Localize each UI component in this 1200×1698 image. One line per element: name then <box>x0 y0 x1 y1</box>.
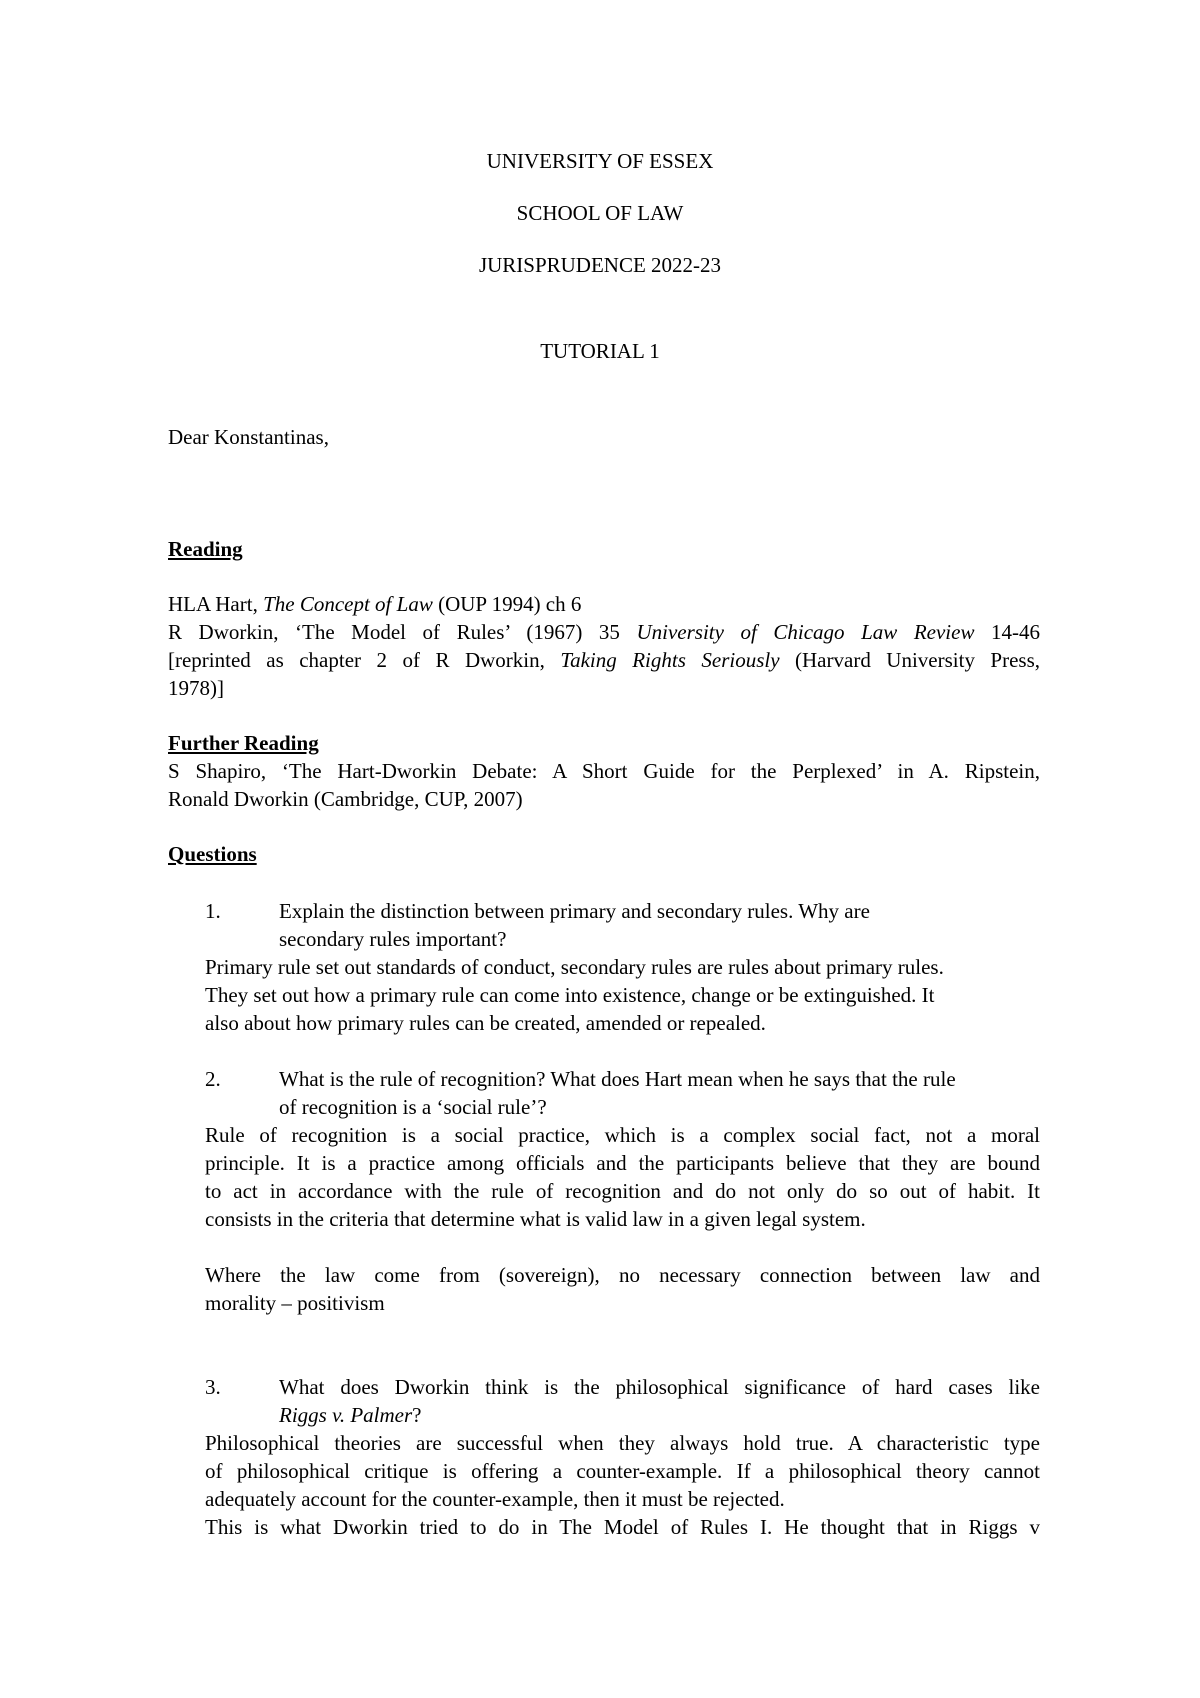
reading-item-dworkin: R Dworkin, ‘The Model of Rules’ (1967) 35 University of Chicago Law Review 14-46 <box>168 620 1040 644</box>
note-2-line-1: Where the law come from (sovereign), no necessary connection between law and <box>205 1263 1040 1287</box>
question-3-text: What does Dworkin think is the philosophical significance of hard cases like <box>279 1375 1040 1399</box>
greeting: Dear Konstantinas, <box>168 425 329 449</box>
module-title: JURISPRUDENCE 2022-23 <box>478 253 722 277</box>
reading-item-dworkin-year: 1978)] <box>168 676 224 700</box>
further-reading-line-1: S Shapiro, ‘The Hart-Dworkin Debate: A Short Guide for the Perplexed’ in A. Ripstein, <box>168 759 1040 783</box>
answer-2-line-4: consists in the criteria that determine what is valid law in a given legal system. <box>205 1207 866 1231</box>
question-2-text-cont: of recognition is a ‘social rule’? <box>279 1095 547 1119</box>
reading-heading: Reading <box>168 537 243 561</box>
university-title: UNIVERSITY OF ESSEX <box>486 149 714 173</box>
answer-3-line-2: of philosophical critique is offering a counter-example. If a philosophical theory cannot <box>205 1459 1040 1483</box>
question-3-text-cont: Riggs v. Palmer? <box>279 1403 422 1427</box>
question-1-number: 1. <box>205 899 221 923</box>
question-1-text-cont: secondary rules important? <box>279 927 507 951</box>
answer-3-line-4: This is what Dworkin tried to do in The Model of Rules I. He thought that in Riggs v <box>205 1515 1040 1539</box>
further-reading-heading: Further Reading <box>168 731 319 755</box>
answer-1-line-1: Primary rule set out standards of conduct, secondary rules are rules about primary rules. <box>205 955 944 979</box>
note-2-line-2: morality – positivism <box>205 1291 385 1315</box>
answer-3-line-1: Philosophical theories are successful when they always hold true. A characteristic type <box>205 1431 1040 1455</box>
answer-1-line-3: also about how primary rules can be created, amended or repealed. <box>205 1011 766 1035</box>
answer-2-line-2: principle. It is a practice among officials and the participants believe that they are bound <box>205 1151 1040 1175</box>
answer-1-line-2: They set out how a primary rule can come into existence, change or be extinguished. It <box>205 983 935 1007</box>
answer-3-line-3: adequately account for the counter-example, then it must be rejected. <box>205 1487 785 1511</box>
answer-2-line-3: to act in accordance with the rule of recognition and do not only do so out of habit. It <box>205 1179 1040 1203</box>
reading-item-dworkin-reprint: [reprinted as chapter 2 of R Dworkin, Taking Rights Seriously (Harvard University Press, <box>168 648 1041 672</box>
question-3-number: 3. <box>205 1375 221 1399</box>
question-1-text: Explain the distinction between primary and secondary rules. Why are <box>279 899 870 923</box>
question-2-number: 2. <box>205 1067 221 1091</box>
answer-2-line-1: Rule of recognition is a social practice, which is a complex social fact, not a moral <box>205 1123 1040 1147</box>
questions-heading: Questions <box>168 842 257 866</box>
further-reading-line-2: Ronald Dworkin (Cambridge, CUP, 2007) <box>168 787 523 811</box>
question-2-text: What is the rule of recognition? What does Hart mean when he says that the rule <box>279 1067 956 1091</box>
reading-item-hart: HLA Hart, The Concept of Law (OUP 1994) ch 6 <box>168 592 582 616</box>
tutorial-title: TUTORIAL 1 <box>540 339 660 363</box>
school-title: SCHOOL OF LAW <box>516 201 684 225</box>
